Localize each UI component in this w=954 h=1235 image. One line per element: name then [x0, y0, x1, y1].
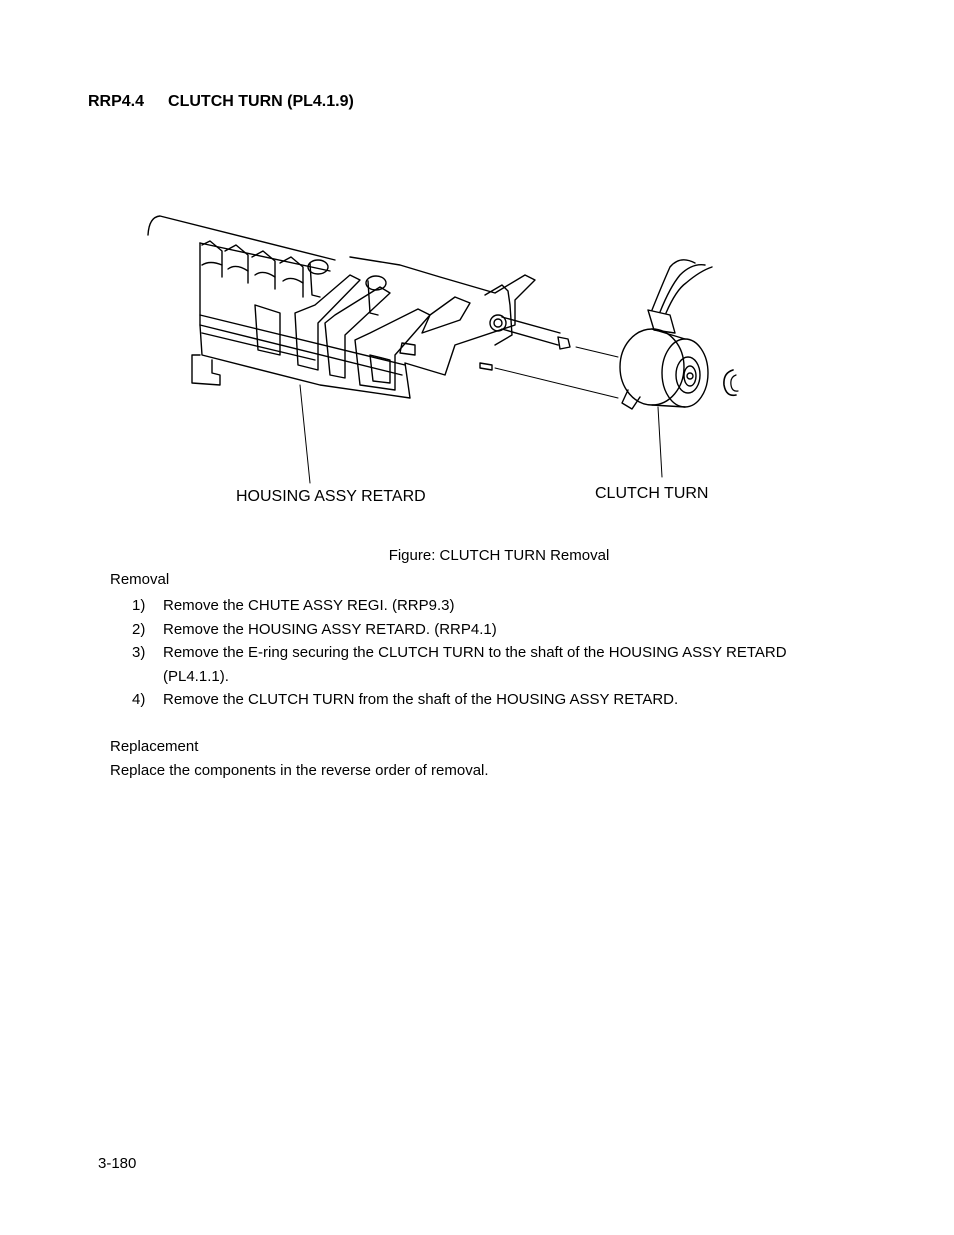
section-heading	[88, 93, 354, 111]
step-text: Remove the CHUTE ASSY REGI. (RRP9.3)	[163, 597, 455, 614]
replacement-label: Replacement	[110, 738, 199, 755]
removal-label: Removal	[110, 571, 170, 588]
clutch-turn-removal-figure	[140, 205, 760, 520]
list-item	[110, 641, 830, 688]
step-text: Remove the CLUTCH TURN from the shaft of the HOUSING ASSY RETARD.	[163, 691, 679, 708]
list-item	[110, 618, 830, 642]
list-item	[110, 688, 830, 712]
step-text: Remove the E-ring securing the CLUTCH TURN to the shaft of the HOUSING ASSY RETARD (PL4.1.1).	[163, 644, 787, 685]
removal-steps	[110, 594, 830, 712]
housing-assy-retard-label: HOUSING ASSY RETARD	[236, 488, 426, 505]
section-number: RRP4.4	[88, 93, 145, 110]
clutch-turn-label: CLUTCH TURN	[595, 485, 709, 502]
step-number: 3)	[132, 644, 146, 661]
list-item	[110, 594, 830, 618]
step-text: Remove the HOUSING ASSY RETARD. (RRP4.1)	[163, 620, 497, 638]
section-title: CLUTCH TURN (PL4.1.9)	[168, 93, 354, 110]
step-number: 1)	[132, 597, 146, 614]
step-number: 2)	[132, 620, 146, 638]
replacement-text: Replace the components in the reverse order of removal.	[110, 762, 489, 779]
page-number: 3-180	[98, 1155, 137, 1172]
step-number: 4)	[132, 691, 146, 708]
figure-caption: Figure: CLUTCH TURN Removal	[388, 547, 610, 564]
assembly-illustration	[140, 205, 760, 520]
